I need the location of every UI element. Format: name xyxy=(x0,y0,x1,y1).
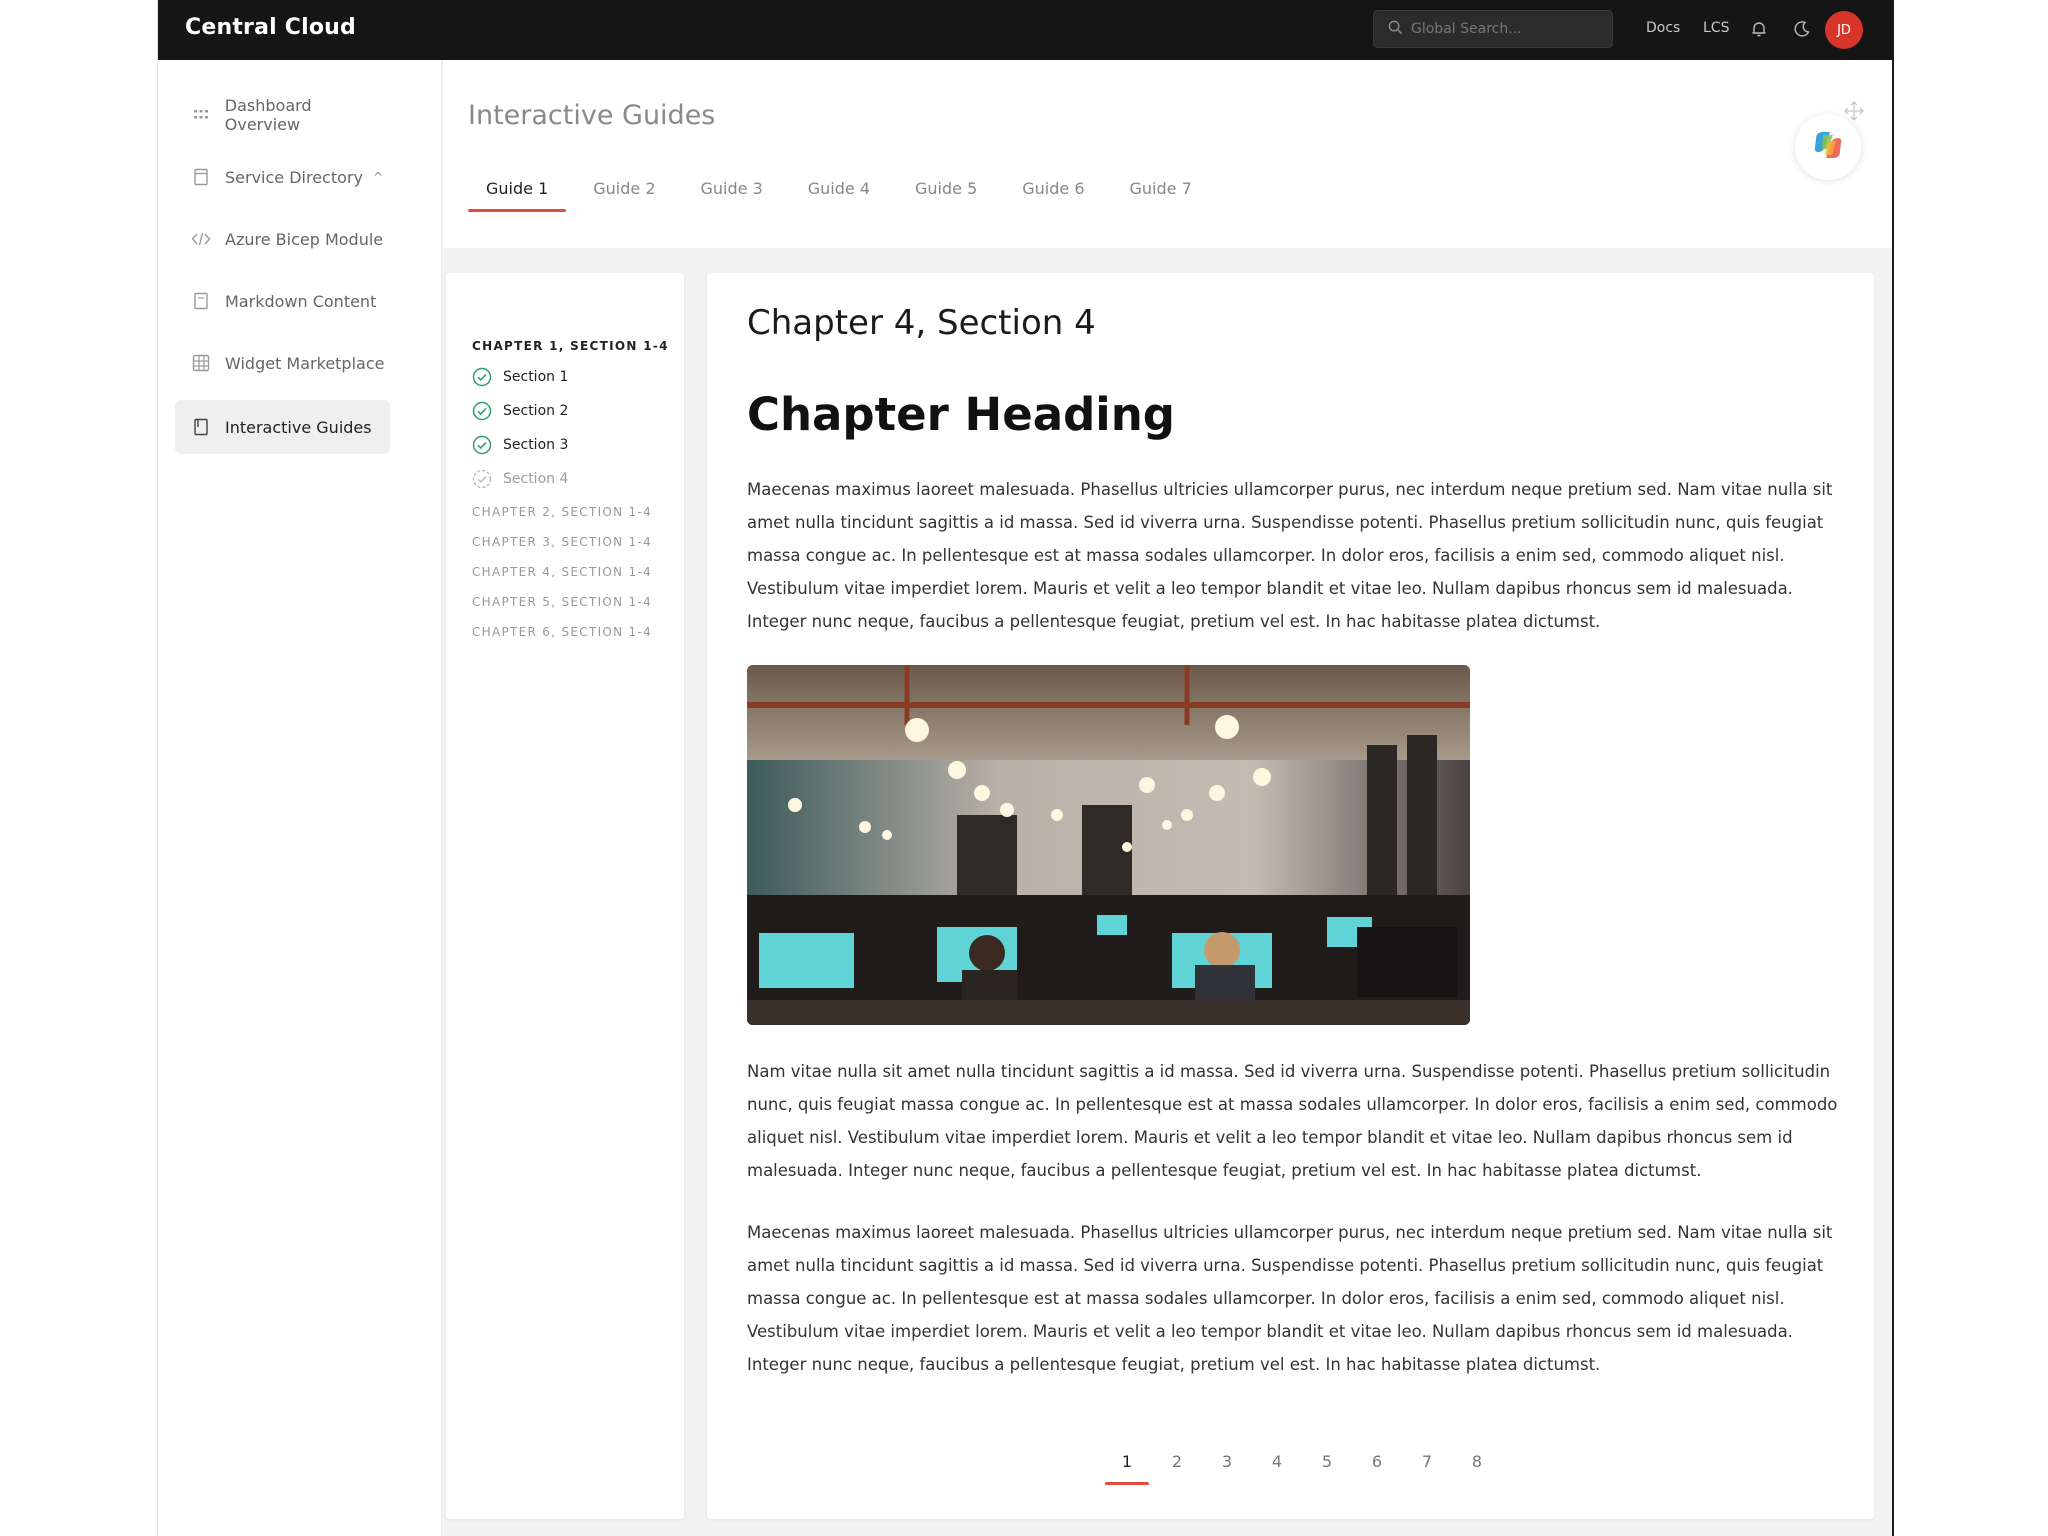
section-title: Chapter 4, Section 4 xyxy=(747,303,1096,343)
sidebar xyxy=(158,60,442,1536)
lcs-link[interactable]: LCS xyxy=(1703,20,1730,36)
sidebar-item-label: Azure Bicep Module xyxy=(225,229,384,249)
page-button-4[interactable]: 4 xyxy=(1271,1451,1283,1471)
tab-guide-4[interactable]: Guide 4 xyxy=(807,178,870,198)
chapter-heading-current[interactable]: CHAPTER 1, SECTION 1-4 xyxy=(472,339,669,353)
docs-link[interactable]: Docs xyxy=(1646,20,1681,36)
section-label: Section 4 xyxy=(503,471,569,487)
document-icon xyxy=(191,291,211,311)
sidebar-item-label: Widget Marketplace xyxy=(225,353,385,373)
page-button-1[interactable]: 1 xyxy=(1102,1439,1152,1483)
tab-guide-5[interactable]: Guide 5 xyxy=(915,178,978,198)
widget-grid-icon xyxy=(191,353,211,373)
tab-guide-7[interactable]: Guide 7 xyxy=(1129,178,1192,198)
copilot-logo-icon xyxy=(1808,125,1848,169)
sidebar-item-label: Service Directory xyxy=(225,167,363,187)
copilot-assistant-button[interactable] xyxy=(1795,114,1861,180)
section-label: Section 3 xyxy=(503,437,569,453)
body-paragraph: Maecenas maximus laoreet malesuada. Phasellus ultricies ullamcorper purus, nec interdum neque pretium sed. Nam vitae nulla sit amet nulla tincidunt sagittis a id massa. Sed id viverra urna. Suspendisse potenti. Phasellus pretium sollicitudin nunc, quis feugiat massa congue ac. In pellentesque est at massa sodales ullamcorper. In dolor eros, facilisis a enim sed, commodo aliquet nisl. Vestibulum vitae imperdiet lorem. Mauris et velit a leo tempor blandit et vitae leo. Nullam dapibus rhoncus sem id malesuada. Integer nunc neque, faucibus a pellentesque feugiat, pretium vel est. In hac habitasse platea dictumst. xyxy=(747,480,1833,631)
pagination xyxy=(1102,1439,1502,1483)
search-icon xyxy=(1388,20,1403,39)
folder-icon xyxy=(191,167,211,187)
grid-dots-icon xyxy=(191,105,211,125)
app-title[interactable]: Central Cloud xyxy=(185,15,356,40)
sidebar-item-label: Dashboard Overview xyxy=(224,96,312,134)
guide-tabs xyxy=(468,164,1219,212)
page-button-7[interactable]: 7 xyxy=(1421,1451,1433,1471)
app-window xyxy=(157,0,1894,1536)
chapter-heading[interactable]: CHAPTER 5, SECTION 1-4 xyxy=(472,595,653,609)
sidebar-item-widget-marketplace[interactable] xyxy=(175,336,390,390)
page-button-2[interactable]: 2 xyxy=(1171,1451,1183,1471)
tab-guide-1[interactable]: Guide 1 xyxy=(468,164,566,212)
sidebar-item-label: Interactive Guides xyxy=(225,417,372,437)
page-header xyxy=(443,60,1893,248)
body-paragraph: Nam vitae nulla sit amet nulla tincidunt sagittis a id massa. Sed id viverra urna. Suspendisse potenti. Phasellus pretium sollicitudin nunc, quis feugiat massa congue ac. In pellentesque est at massa sodales ullamcorper. In dolor eros, facilisis a enim sed, commodo aliquet nisl. Vestibulum vitae imperdiet lorem. Mauris et velit a leo tempor blandit et vitae leo. Nullam dapibus rhoncus sem id malesuada. Integer nunc neque, faucibus a pellentesque feugiat, pretium vel est. In hac habitasse platea dictumst. xyxy=(747,1062,1838,1180)
chapter-heading[interactable]: CHAPTER 3, SECTION 1-4 xyxy=(472,535,653,549)
book-icon xyxy=(191,417,211,437)
bell-icon[interactable] xyxy=(1748,18,1770,40)
top-bar xyxy=(158,0,1892,60)
body-paragraph: Maecenas maximus laoreet malesuada. Phasellus ultricies ullamcorper purus, nec interdum neque pretium sed. Nam vitae nulla sit amet nulla tincidunt sagittis a id massa. Sed id viverra urna. Suspendisse potenti. Phasellus pretium sollicitudin nunc, quis feugiat massa congue ac. In pellentesque est at massa sodales ullamcorper. In dolor eros, facilisis a enim sed, commodo aliquet nisl. Vestibulum vitae imperdiet lorem. Mauris et velit a leo tempor blandit et vitae leo. Nullam dapibus rhoncus sem id malesuada. Integer nunc neque, faucibus a pellentesque feugiat, pretium vel est. In hac habitasse platea dictumst. xyxy=(747,1223,1833,1374)
tab-guide-6[interactable]: Guide 6 xyxy=(1022,178,1085,198)
page-button-8[interactable]: 8 xyxy=(1471,1451,1483,1471)
section-item[interactable] xyxy=(472,367,568,387)
sidebar-item-dashboard-overview[interactable] xyxy=(175,88,390,142)
section-item[interactable] xyxy=(472,401,568,421)
section-item[interactable] xyxy=(472,469,568,489)
check-circle-icon xyxy=(472,435,492,455)
code-icon xyxy=(191,229,211,249)
user-avatar[interactable]: JD xyxy=(1825,11,1863,49)
chapter-heading-title: Chapter Heading xyxy=(747,388,1175,441)
sidebar-item-service-directory[interactable] xyxy=(175,150,390,204)
check-circle-icon xyxy=(472,367,492,387)
sidebar-item-markdown-content[interactable] xyxy=(175,274,390,328)
search-input[interactable] xyxy=(1411,21,1601,37)
moon-icon[interactable] xyxy=(1791,18,1813,40)
page-button-3[interactable]: 3 xyxy=(1221,1451,1233,1471)
section-item[interactable] xyxy=(472,435,568,455)
sidebar-item-label: Markdown Content xyxy=(225,291,377,311)
page-button-6[interactable]: 6 xyxy=(1371,1451,1383,1471)
chapter-heading[interactable]: CHAPTER 4, SECTION 1-4 xyxy=(472,565,653,579)
section-label: Section 1 xyxy=(503,369,569,385)
tab-guide-2[interactable]: Guide 2 xyxy=(593,178,656,198)
sidebar-item-azure-bicep-module[interactable] xyxy=(175,212,390,266)
global-search[interactable] xyxy=(1373,10,1613,48)
tab-guide-3[interactable]: Guide 3 xyxy=(700,178,763,198)
guide-content xyxy=(707,273,1874,1519)
chapter-heading[interactable]: CHAPTER 6, SECTION 1-4 xyxy=(472,625,653,639)
page-button-5[interactable]: 5 xyxy=(1321,1451,1333,1471)
chapter-navigation xyxy=(446,273,684,1519)
chapter-heading[interactable]: CHAPTER 2, SECTION 1-4 xyxy=(472,505,653,519)
sidebar-item-interactive-guides[interactable] xyxy=(175,400,390,454)
check-circle-icon xyxy=(472,401,492,421)
page-title: Interactive Guides xyxy=(468,100,716,131)
section-label: Section 2 xyxy=(503,403,569,419)
office-photo xyxy=(747,665,1470,1025)
chevron-up-icon[interactable]: ^ xyxy=(372,170,384,184)
pending-circle-icon xyxy=(472,469,492,489)
